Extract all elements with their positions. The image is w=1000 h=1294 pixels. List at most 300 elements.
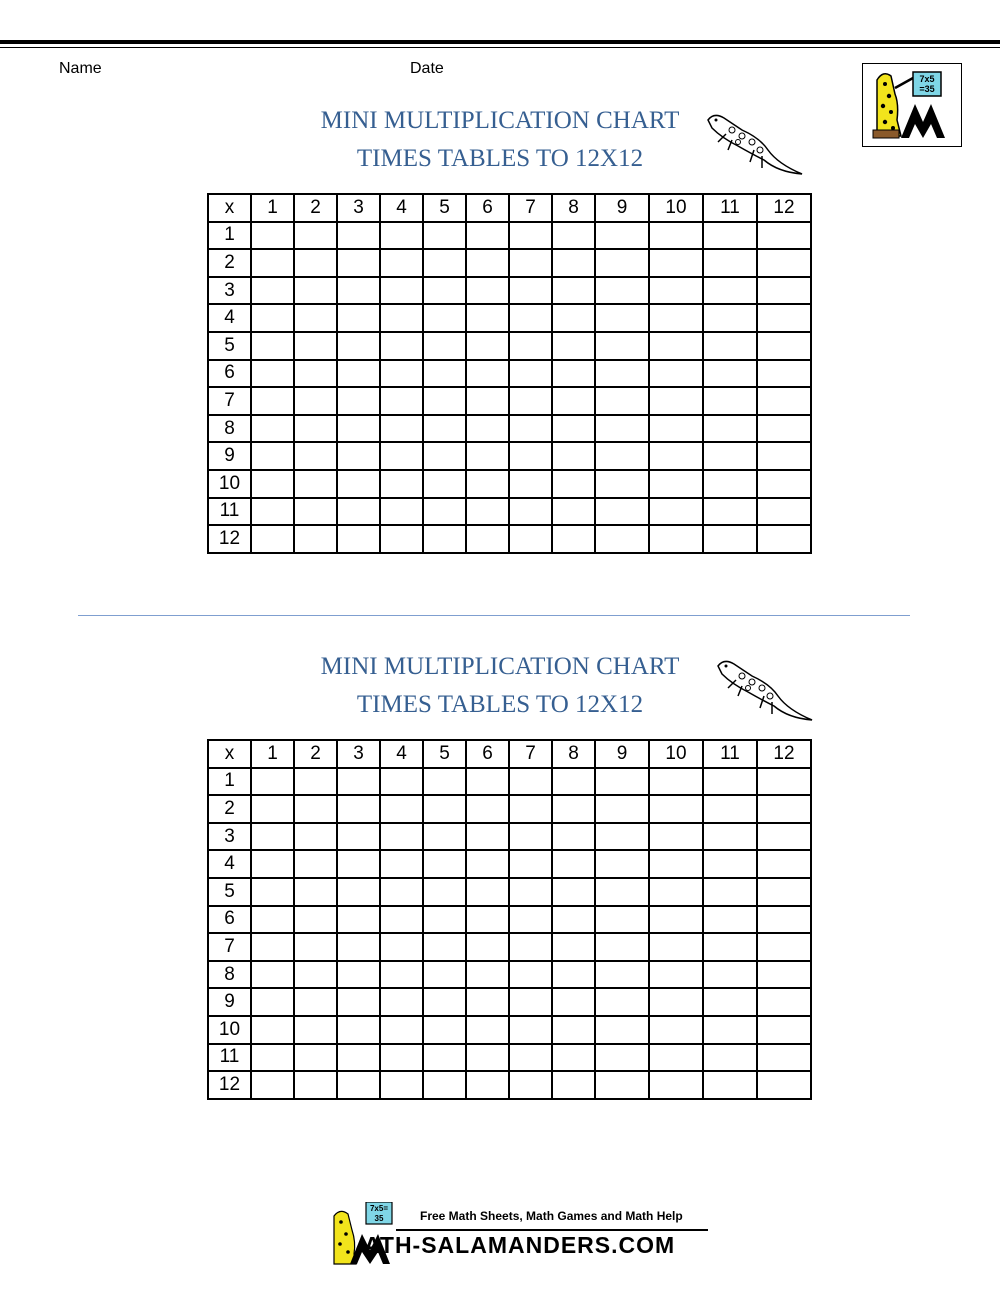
answer-cell[interactable] [509,442,552,470]
date-label: Date [410,60,444,77]
answer-cell[interactable] [466,332,509,360]
answer-cell[interactable] [552,332,595,360]
answer-cell[interactable] [423,988,466,1016]
answer-cell[interactable] [380,277,423,305]
answer-cell[interactable] [649,442,703,470]
answer-cell[interactable] [649,878,703,906]
answer-cell[interactable] [294,498,337,526]
answer-cell[interactable] [703,415,757,443]
answer-cell[interactable] [703,249,757,277]
answer-cell[interactable] [466,795,509,823]
answer-cell[interactable] [649,498,703,526]
answer-cell[interactable] [757,795,811,823]
answer-cell[interactable] [380,332,423,360]
answer-cell[interactable] [703,360,757,388]
answer-cell[interactable] [466,442,509,470]
answer-cell[interactable] [466,850,509,878]
answer-cell[interactable] [703,222,757,250]
answer-cell[interactable] [757,498,811,526]
answer-cell[interactable] [595,878,649,906]
answer-cell[interactable] [703,525,757,553]
answer-cell[interactable] [509,249,552,277]
answer-cell[interactable] [466,498,509,526]
answer-cell[interactable] [552,442,595,470]
answer-cell[interactable] [649,470,703,498]
answer-cell[interactable] [251,823,294,851]
answer-cell[interactable] [595,277,649,305]
answer-cell[interactable] [595,1071,649,1099]
answer-cell[interactable] [509,795,552,823]
answer-cell[interactable] [466,470,509,498]
answer-cell[interactable] [337,222,380,250]
answer-cell[interactable] [380,878,423,906]
answer-cell[interactable] [380,1044,423,1072]
answer-cell[interactable] [337,795,380,823]
answer-cell[interactable] [757,387,811,415]
answer-cell[interactable] [595,470,649,498]
answer-cell[interactable] [757,525,811,553]
answer-cell[interactable] [337,988,380,1016]
answer-cell[interactable] [552,249,595,277]
answer-cell[interactable] [703,498,757,526]
answer-cell[interactable] [251,906,294,934]
answer-cell[interactable] [251,470,294,498]
answer-cell[interactable] [251,988,294,1016]
answer-cell[interactable] [251,795,294,823]
answer-cell[interactable] [552,470,595,498]
answer-cell[interactable] [552,525,595,553]
answer-cell[interactable] [509,823,552,851]
answer-cell[interactable] [595,525,649,553]
answer-cell[interactable] [380,222,423,250]
answer-cell[interactable] [595,442,649,470]
answer-cell[interactable] [649,988,703,1016]
answer-cell[interactable] [703,988,757,1016]
answer-cell[interactable] [509,1071,552,1099]
answer-cell[interactable] [595,1016,649,1044]
answer-cell[interactable] [294,387,337,415]
answer-cell[interactable] [552,906,595,934]
answer-cell[interactable] [380,360,423,388]
answer-cell[interactable] [509,387,552,415]
answer-cell[interactable] [595,933,649,961]
answer-cell[interactable] [466,1044,509,1072]
answer-cell[interactable] [509,1044,552,1072]
answer-cell[interactable] [703,850,757,878]
answer-cell[interactable] [757,988,811,1016]
answer-cell[interactable] [552,961,595,989]
answer-cell[interactable] [757,933,811,961]
answer-cell[interactable] [294,768,337,796]
answer-cell[interactable] [423,360,466,388]
answer-cell[interactable] [294,415,337,443]
answer-cell[interactable] [757,360,811,388]
answer-cell[interactable] [337,415,380,443]
answer-cell[interactable] [595,1044,649,1072]
answer-cell[interactable] [595,795,649,823]
answer-cell[interactable] [703,906,757,934]
answer-cell[interactable] [251,249,294,277]
answer-cell[interactable] [423,442,466,470]
answer-cell[interactable] [423,933,466,961]
answer-cell[interactable] [509,850,552,878]
answer-cell[interactable] [337,850,380,878]
answer-cell[interactable] [509,415,552,443]
answer-cell[interactable] [552,304,595,332]
answer-cell[interactable] [649,332,703,360]
answer-cell[interactable] [380,933,423,961]
answer-cell[interactable] [294,1016,337,1044]
answer-cell[interactable] [595,850,649,878]
answer-cell[interactable] [703,1044,757,1072]
answer-cell[interactable] [423,277,466,305]
answer-cell[interactable] [251,850,294,878]
answer-cell[interactable] [251,1044,294,1072]
answer-cell[interactable] [466,1071,509,1099]
answer-cell[interactable] [337,249,380,277]
answer-cell[interactable] [423,878,466,906]
answer-cell[interactable] [509,906,552,934]
answer-cell[interactable] [337,906,380,934]
section-divider [78,615,910,616]
answer-cell[interactable] [757,222,811,250]
answer-cell[interactable] [757,878,811,906]
answer-cell[interactable] [294,360,337,388]
answer-cell[interactable] [423,304,466,332]
answer-cell[interactable] [595,906,649,934]
answer-cell[interactable] [552,988,595,1016]
answer-cell[interactable] [423,249,466,277]
logo-board-line1: 7x5 [919,74,935,84]
answer-cell[interactable] [649,768,703,796]
answer-cell[interactable] [423,795,466,823]
answer-cell[interactable] [757,1071,811,1099]
answer-cell[interactable] [337,442,380,470]
answer-cell[interactable] [509,878,552,906]
answer-cell[interactable] [552,823,595,851]
answer-cell[interactable] [423,470,466,498]
answer-cell[interactable] [466,360,509,388]
answer-cell[interactable] [294,933,337,961]
answer-cell[interactable] [552,878,595,906]
answer-cell[interactable] [509,1016,552,1044]
table-row [208,304,811,332]
answer-cell[interactable] [251,304,294,332]
answer-cell[interactable] [703,442,757,470]
answer-cell[interactable] [757,1044,811,1072]
answer-cell[interactable] [423,222,466,250]
answer-cell[interactable] [380,415,423,443]
answer-cell[interactable] [595,415,649,443]
answer-cell[interactable] [294,1071,337,1099]
answer-cell[interactable] [595,360,649,388]
answer-cell[interactable] [552,277,595,305]
answer-cell[interactable] [294,795,337,823]
answer-cell[interactable] [757,277,811,305]
answer-cell[interactable] [380,1016,423,1044]
answer-cell[interactable] [649,1016,703,1044]
answer-cell[interactable] [337,1044,380,1072]
answer-cell[interactable] [423,823,466,851]
answer-cell[interactable] [466,933,509,961]
answer-cell[interactable] [423,961,466,989]
answer-cell[interactable] [466,387,509,415]
answer-cell[interactable] [703,823,757,851]
answer-cell[interactable] [251,387,294,415]
answer-cell[interactable] [552,415,595,443]
answer-cell[interactable] [337,768,380,796]
answer-cell[interactable] [294,304,337,332]
answer-cell[interactable] [757,768,811,796]
answer-cell[interactable] [466,1016,509,1044]
answer-cell[interactable] [337,498,380,526]
answer-cell[interactable] [423,1016,466,1044]
answer-cell[interactable] [466,277,509,305]
answer-cell[interactable] [509,525,552,553]
answer-cell[interactable] [703,933,757,961]
answer-cell[interactable] [595,823,649,851]
answer-cell[interactable] [649,933,703,961]
answer-cell[interactable] [466,878,509,906]
answer-cell[interactable] [552,387,595,415]
answer-cell[interactable] [757,823,811,851]
answer-cell[interactable] [251,933,294,961]
answer-cell[interactable] [703,1071,757,1099]
answer-cell[interactable] [251,961,294,989]
answer-cell[interactable] [649,222,703,250]
answer-cell[interactable] [337,470,380,498]
answer-cell[interactable] [380,387,423,415]
answer-cell[interactable] [251,277,294,305]
answer-cell[interactable] [380,249,423,277]
answer-cell[interactable] [757,442,811,470]
answer-cell[interactable] [552,850,595,878]
answer-cell[interactable] [251,525,294,553]
grid-row-header: 8 [208,961,251,989]
answer-cell[interactable] [380,525,423,553]
answer-cell[interactable] [294,878,337,906]
answer-cell[interactable] [595,332,649,360]
answer-cell[interactable] [294,850,337,878]
answer-cell[interactable] [423,1044,466,1072]
answer-cell[interactable] [337,961,380,989]
answer-cell[interactable] [595,961,649,989]
answer-cell[interactable] [703,768,757,796]
answer-cell[interactable] [423,1071,466,1099]
answer-cell[interactable] [251,222,294,250]
answer-cell[interactable] [423,525,466,553]
answer-cell[interactable] [466,222,509,250]
table-row [208,525,811,553]
answer-cell[interactable] [595,304,649,332]
answer-cell[interactable] [757,1016,811,1044]
answer-cell[interactable] [380,906,423,934]
answer-cell[interactable] [649,249,703,277]
answer-cell[interactable] [509,470,552,498]
answer-cell[interactable] [595,498,649,526]
answer-cell[interactable] [466,525,509,553]
answer-cell[interactable] [337,360,380,388]
answer-cell[interactable] [380,988,423,1016]
answer-cell[interactable] [552,360,595,388]
answer-cell[interactable] [423,768,466,796]
answer-cell[interactable] [294,823,337,851]
answer-cell[interactable] [251,768,294,796]
answer-cell[interactable] [757,961,811,989]
answer-cell[interactable] [423,850,466,878]
answer-cell[interactable] [649,387,703,415]
answer-cell[interactable] [380,823,423,851]
answer-cell[interactable] [649,961,703,989]
answer-cell[interactable] [757,415,811,443]
answer-cell[interactable] [703,1016,757,1044]
answer-cell[interactable] [251,1071,294,1099]
answer-cell[interactable] [552,1044,595,1072]
answer-cell[interactable] [757,906,811,934]
answer-cell[interactable] [380,470,423,498]
answer-cell[interactable] [251,360,294,388]
answer-cell[interactable] [466,415,509,443]
answer-cell[interactable] [251,332,294,360]
answer-cell[interactable] [294,961,337,989]
answer-cell[interactable] [294,1044,337,1072]
answer-cell[interactable] [337,823,380,851]
answer-cell[interactable] [337,525,380,553]
answer-cell[interactable] [380,498,423,526]
answer-cell[interactable] [509,360,552,388]
answer-cell[interactable] [552,933,595,961]
answer-cell[interactable] [251,1016,294,1044]
answer-cell[interactable] [509,988,552,1016]
answer-cell[interactable] [552,1071,595,1099]
answer-cell[interactable] [552,498,595,526]
answer-cell[interactable] [595,249,649,277]
answer-cell[interactable] [337,304,380,332]
answer-cell[interactable] [703,387,757,415]
answer-cell[interactable] [337,878,380,906]
answer-cell[interactable] [757,249,811,277]
answer-cell[interactable] [294,222,337,250]
answer-cell[interactable] [595,988,649,1016]
salamander-icon [712,656,816,726]
answer-cell[interactable] [757,470,811,498]
answer-cell[interactable] [509,304,552,332]
answer-cell[interactable] [552,795,595,823]
answer-cell[interactable] [337,933,380,961]
answer-cell[interactable] [649,415,703,443]
answer-cell[interactable] [423,387,466,415]
answer-cell[interactable] [649,525,703,553]
answer-cell[interactable] [294,249,337,277]
answer-cell[interactable] [649,850,703,878]
answer-cell[interactable] [466,988,509,1016]
answer-cell[interactable] [423,498,466,526]
answer-cell[interactable] [380,768,423,796]
answer-cell[interactable] [380,795,423,823]
answer-cell[interactable] [509,277,552,305]
answer-cell[interactable] [337,277,380,305]
answer-cell[interactable] [649,1071,703,1099]
answer-cell[interactable] [380,961,423,989]
answer-cell[interactable] [251,415,294,443]
answer-cell[interactable] [466,304,509,332]
answer-cell[interactable] [380,850,423,878]
answer-cell[interactable] [509,961,552,989]
answer-cell[interactable] [649,823,703,851]
answer-cell[interactable] [509,933,552,961]
answer-cell[interactable] [509,768,552,796]
answer-cell[interactable] [294,470,337,498]
answer-cell[interactable] [337,1016,380,1044]
answer-cell[interactable] [703,878,757,906]
answer-cell[interactable] [757,304,811,332]
answer-cell[interactable] [251,878,294,906]
grid-column-header: 1 [251,740,294,768]
answer-cell[interactable] [337,1071,380,1099]
answer-cell[interactable] [649,906,703,934]
answer-cell[interactable] [380,1071,423,1099]
answer-cell[interactable] [757,850,811,878]
answer-cell[interactable] [251,442,294,470]
answer-cell[interactable] [552,768,595,796]
answer-cell[interactable] [703,470,757,498]
grid-row-header: 10 [208,1016,251,1044]
answer-cell[interactable] [703,332,757,360]
answer-cell[interactable] [294,277,337,305]
answer-cell[interactable] [649,304,703,332]
answer-cell[interactable] [595,222,649,250]
grid-column-header: 7 [509,194,552,222]
answer-cell[interactable] [649,1044,703,1072]
answer-cell[interactable] [466,768,509,796]
grid-column-header: 2 [294,194,337,222]
answer-cell[interactable] [703,304,757,332]
answer-cell[interactable] [466,961,509,989]
answer-cell[interactable] [466,906,509,934]
answer-cell[interactable] [703,277,757,305]
answer-cell[interactable] [380,442,423,470]
answer-cell[interactable] [552,1016,595,1044]
answer-cell[interactable] [595,387,649,415]
answer-cell[interactable] [337,387,380,415]
answer-cell[interactable] [757,332,811,360]
answer-cell[interactable] [466,249,509,277]
answer-cell[interactable] [337,332,380,360]
answer-cell[interactable] [703,795,757,823]
answer-cell[interactable] [649,795,703,823]
answer-cell[interactable] [294,525,337,553]
answer-cell[interactable] [294,332,337,360]
answer-cell[interactable] [595,768,649,796]
answer-cell[interactable] [509,498,552,526]
grid-column-header: 3 [337,194,380,222]
answer-cell[interactable] [251,498,294,526]
answer-cell[interactable] [649,360,703,388]
answer-cell[interactable] [294,442,337,470]
answer-cell[interactable] [466,823,509,851]
answer-cell[interactable] [552,222,595,250]
answer-cell[interactable] [294,906,337,934]
answer-cell[interactable] [380,304,423,332]
answer-cell[interactable] [423,906,466,934]
answer-cell[interactable] [423,332,466,360]
answer-cell[interactable] [509,332,552,360]
answer-cell[interactable] [423,415,466,443]
answer-cell[interactable] [703,961,757,989]
answer-cell[interactable] [649,277,703,305]
answer-cell[interactable] [509,222,552,250]
answer-cell[interactable] [294,988,337,1016]
